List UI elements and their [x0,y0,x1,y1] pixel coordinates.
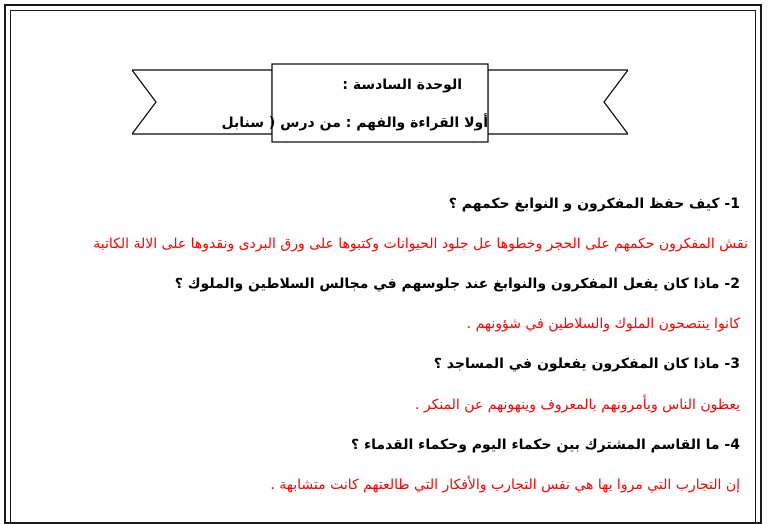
question-1: 1- كيف حفظ المفكرون و النوابغ حكمهم ؟ [448,196,740,212]
question-3: 3- ماذا كان المفكرون يفعلون في المساجد ؟ [433,356,740,372]
question-2: 2- ماذا كان يفعل المفكرون والنوابغ عند جلوسهم في مجالس السلاطين والملوك ؟ [174,276,740,292]
unit-title: الوحدة السادسة : [342,77,462,93]
banner-text-block [221,72,490,136]
title-banner [132,62,628,148]
answer-3: يعظون الناس ويأمرونهم بالمعروف وينهونهم عن المنكر . [414,397,740,413]
question-4: 4- ما القاسم المشترك بين حكماء اليوم وحكماء القدماء ؟ [351,437,740,453]
answer-1: نقش المفكرون حكمهم على الحجر وخطوها عل جلود الحيوانات وكتبوها على ورق البردى ونقدوها على الالة الكاتبة [93,236,748,252]
answer-2: كانوا ينتصحون الملوك والسلاطين في شؤونهم . [466,316,740,332]
lesson-subtitle: أولا القراءة والفهم : من درس ( سنابل [221,115,488,131]
answer-4: إن التجارب التي مروا بها هي نفس التجارب والأفكار التي طالعتهم كانت متشابهة . [270,477,740,493]
